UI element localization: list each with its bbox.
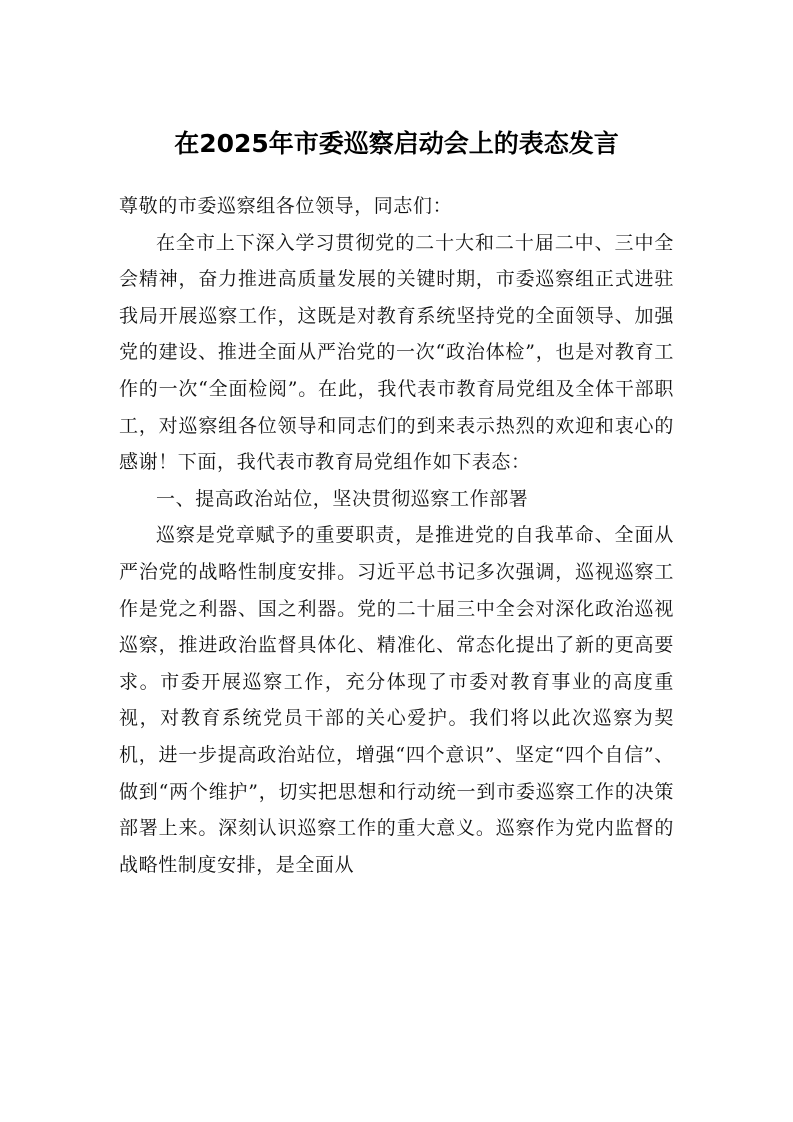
document-body: [119, 188, 674, 883]
paragraph-section-1: 巡察是党章赋予的重要职责，是推进党的自我革命、全面从严治党的战略性制度安排。习近平总书记多次强调，巡视巡察工作是党之利器、国之利器。党的二十届三中全会对深化政治巡视巡察，推进政治监督具体化、精准化、常态化提出了新的更高要求。市委开展巡察工作，充分体现了市委对教育事业的高度重视，对教育系统党员干部的关心爱护。我们将以此次巡察为契机，进一步提高政治站位，增强“四个意识”、坚定“四个自信”、做到“两个维护”，切实把思想和行动统一到市委巡察工作的决策部署上来。深刻认识巡察工作的重大意义。巡察作为党内监督的战略性制度安排，是全面从: [119, 524, 674, 876]
paragraph-intro: 在全市上下深入学习贯彻党的二十大和二十届二中、三中全会精神，奋力推进高质量发展的关键时期，市委巡察组正式进驻我局开展巡察工作，这既是对教育系统坚持党的全面领导、加强党的建设、推进全面从严治党的一次“政治体检”，也是对教育工作的一次“全面检阅”。在此，我代表市教育局党组及全体干部职工，对巡察组各位领导和同志们的到来表示热烈的欢迎和衷心的感谢！下面，我代表市教育局党组作如下表态：: [119, 231, 674, 474]
salutation: 尊敬的市委巡察组各位领导，同志们：: [119, 195, 453, 217]
section-heading-1: 一、提高政治站位，坚决贯彻巡察工作部署: [156, 487, 529, 510]
document-title: 在2025年市委巡察启动会上的表态发言: [174, 129, 619, 158]
